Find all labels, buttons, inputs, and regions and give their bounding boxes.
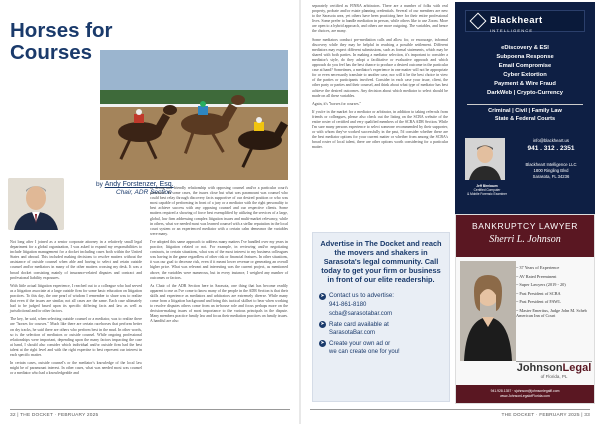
logo-accent: Legal: [562, 362, 592, 374]
blackheart-address: 1800 Ringling Blvd: [533, 168, 569, 173]
docket-advertise-ad[interactable]: [312, 232, 450, 402]
service-item: DarkWeb | Crypto-Currency: [487, 90, 563, 96]
bankruptcy-ad-header: [456, 215, 594, 257]
examiner-title: & Mobile Forensic Examiner: [467, 192, 507, 196]
blackheart-contact: [513, 138, 589, 180]
blackheart-divider: [467, 104, 583, 105]
paragraph: As Chair of the ADR Section here in Sarasota, one thing that has become readily apparent to me as I've come to know many of the people in the ADR Section is that their skills and experience as mediators and arbitrators are extremely diverse. While many come from a litigation background and bring this tactical skillset to bear when working to resolve disputes others come from an in-house role and focus perhaps more on the decision-making issues of most importance to the various principals in the dispute. Many members practice family law and focus their mediation practices on family issues. A handful are also: [150, 283, 288, 324]
credential-item: ~ Super Lawyers (2019 - 20): [516, 282, 566, 287]
docket-ad-text: Contact us to advertise:: [329, 292, 395, 299]
page-footer-right: THE DOCKET · FEBRUARY 2025 | 33: [501, 413, 590, 418]
blackheart-city: Sarasota, FL 34236: [532, 174, 570, 179]
horse-race-photo: [100, 50, 288, 180]
blackheart-logo: [465, 10, 585, 32]
article-title: Horses for Courses: [10, 19, 113, 64]
bankruptcy-contact[interactable]: 941.928.1357 · sjohnson@johnsonlegalfl.com: [490, 389, 560, 393]
docket-ad-list: [319, 292, 443, 357]
credentials-list: [516, 265, 594, 322]
credential-item: ~ Past President of FAWL: [516, 299, 561, 304]
paragraph: The key, he said, when selecting outside counsel or a mediator, was to realize there are "horses for courses." Much like there are certain racehorses that perform better on dry tracks, he said there are others who perform best in the mud. In other words, so is the selection of mediators or outside counsel. While ongoing professional relationships were important, depending upon the many factors impacting the case at hand, I should also consider which individual and/or outside firm had the best talent at the right level and with the right expertise to best represent our interest in each specific matter.: [10, 317, 142, 357]
blackheart-caption: [463, 184, 511, 196]
paragraph: Again, it's "horses for courses.": [312, 101, 362, 106]
author-headshot: [8, 178, 64, 230]
blackheart-portrait: [465, 138, 505, 180]
service-item: eDiscovery & ESI: [501, 45, 549, 51]
article-column-1: [10, 240, 142, 379]
author-portrait: [8, 178, 64, 230]
blackheart-email[interactable]: info@blackheart.us: [533, 138, 569, 143]
lawyer-portrait: [460, 261, 516, 361]
docket-ad-item: [319, 321, 443, 329]
credential-item: ~ Past President of SCBA: [516, 290, 561, 296]
docket-ad-text: we can create one for you!: [329, 349, 400, 355]
paragraph: or strong and friendly relationship with opposing counsel and/or a particular court's personnel. In some cases, the issues close but what was paramount was counsel who could best relay through discovery facts supportive of our desired position or who was most capable of performing in front of a jury or a mediator with the right personality to best achieve success with any opposing counsel and our respective clients. Some matters required a showing of force best exemplified by utilizing the services of a large, global, law firm addressing complex litigation issues and multi-market relevancy, while in others, what we needed most was learned counsel with a stellar reputation in the local court system or an experienced mediator with a certain calm demeanor the variables were many.: [150, 186, 288, 236]
docket-ad-item: [319, 292, 443, 300]
service-item: Email Compromise: [498, 63, 552, 69]
examiner-portrait: [465, 138, 505, 180]
bankruptcy-heading: BANKRUPTCY LAWYER: [471, 221, 579, 231]
author-name-link[interactable]: Andy Forstenzer, Esq.: [104, 181, 174, 188]
paragraph: With little actual litigation experience, I reached out to a colleague who had served as a litigation associate at a large outside firm for some basic education on litigation practices. To this day, the one pearl of wisdom I remember to share was to realize that even if the issues are similar, not all cases are the same. Each case ultimately had to be judged based upon its specific differing facts and law as well as jurisdictional and/or other factors.: [10, 283, 142, 314]
service-item: Payment & Wire Fraud: [494, 81, 556, 87]
paragraph: I've adopted this same approach to address many matters I've handled over my years in practice, litigation related or not. For example, in reviewing and/or negotiating contracts, in certain situations, what was of the most interest to my business colleagues was having in the game regardless of other risk or financial features. In other situations, it was our goal to decrease risk, even if it meant lower revenue or generating an overall higher price. What was relevant and interesting was the current project, as mentioned above, the variables were numerous, but in every instance, I weighed any number of outcomes or factors.: [150, 239, 288, 280]
lawyer-photo: [460, 261, 516, 361]
bankruptcy-lawyer-ad[interactable]: [455, 214, 595, 404]
docket-ad-text: Create your own ad or: [329, 339, 391, 347]
footer-divider: [10, 409, 290, 410]
blackheart-practice-areas: [455, 107, 595, 123]
article-column-3: [312, 4, 448, 154]
service-item: Cyber Extortion: [503, 72, 547, 78]
bankruptcy-website[interactable]: www.JohnsonLegalofFlorida.com: [500, 393, 550, 398]
docket-ad-email[interactable]: scba@sarasotabar.com: [329, 311, 393, 317]
byline-prefix: by: [96, 181, 103, 188]
paragraph: Some mediators conduct pre-mediation calls and allow for, or encourage, informal discovery while they may be helpful in reaching a possible settlement. Different mediators may expect different submissions, such as formal statements, which may be shared with both parties. In making a mediator selection, it's important to consider a mediator's style, do they adopt a facilitative or evaluative approach and which approach do you feel has the best chance to produce a desired outcome in the particular case at hand? Sometimes, a mediator's experience in one matter will not be appropriate for or even necessarily translate to another case, nor will it be the best choice in view of the parties or participants involved. Consider in each case your issue, client, the other party or parties and their counsel, and think about what type of mediator has best achieve the desired outcomes. Any decision about which mediator to select should be made on all these variables.: [312, 37, 449, 98]
docket-ad-phone[interactable]: 941-861-8180: [329, 301, 367, 308]
arrow-right-icon: ➤: [320, 340, 325, 346]
article-column-2: [150, 186, 288, 327]
docket-ad-item: [319, 340, 443, 348]
service-item: Subpoena Response: [496, 54, 554, 60]
blackheart-intelligence-ad[interactable]: [455, 2, 595, 214]
page-footer-left: 32 | THE DOCKET · FEBRUARY 2025: [10, 413, 99, 418]
blackheart-company: Blackheart Intelligence LLC: [525, 162, 577, 167]
blackheart-services: [455, 44, 595, 98]
logo-sub: of Florida, PL: [540, 374, 568, 379]
docket-ad-website[interactable]: SarasotaBar.com: [329, 330, 376, 336]
right-page: [300, 0, 600, 424]
examiner-name: Jeff Birnbaum: [476, 184, 498, 188]
bankruptcy-ad-footer: [456, 385, 594, 403]
paragraph: Not long after I joined as a senior corporate attorney in a relatively small legal department for a global organization, I was asked to expand my responsibilities to include litigation management for a docket including cases both within the United States and abroad. This included making decisions to resolve matters without the assistance of outside counsel when able and having to select and retain outside counsel and/or mediators in many of the other matters crossing my desk. It was a broad docket consisting mainly of insurance-related disputes and contract and professional liability exposures.: [10, 240, 142, 280]
examiner-title: Certified Computer: [473, 188, 501, 192]
paragraph: In certain cases, outside counsel's or the mediator's knowledge of the local law might be of paramount interest. In other cases, what was needed most was counsel or a mediator who had a knowledgeable and: [10, 361, 142, 376]
practice-line: State & Federal Courts: [494, 116, 556, 122]
logo-main: Johnson: [516, 362, 563, 374]
johnson-legal-logo: [516, 361, 592, 383]
blackheart-subtitle: INTELLIGENCE: [490, 27, 534, 33]
blackheart-name: Blackheart: [490, 14, 543, 26]
lawyer-name: Sherri L. Johnson: [489, 234, 561, 245]
blackheart-phone[interactable]: 941 . 312 . 2351: [527, 145, 575, 152]
arrow-right-icon: ➤: [320, 321, 325, 327]
practice-line: Criminal | Civil | Family Law: [488, 108, 562, 114]
diamond-logo-icon: [470, 13, 487, 30]
footer-divider: [310, 409, 590, 410]
paragraph: separately certified as FINRA arbitrators. There are a number of folks with real property, probate and/or estate planning credentials. Several of our members are new to the Sarasota area, yet others have been practicing here for their entire professional lives. Some prefer to handle mediation in person, while others like to use Zoom. More are open to a hybrid approach, and others are more outgoing. The variables, and hence the choices, are many.: [312, 4, 448, 34]
credential-item: ~ AV Rated Preeminent: [516, 273, 557, 279]
credential-item: ~ Master Emeritus, Judge John M. Scheb American Inn of Court: [516, 307, 587, 318]
arrow-right-icon: ➤: [320, 292, 325, 299]
credential-item: ~ 37 Years of Experience: [516, 265, 560, 270]
horse-race-illustration: [100, 50, 288, 180]
paragraph: If you're in the market for a mediator or arbitrator, in addition to taking referrals from friends or colleagues, please also check out the listing on the SCBA website of the entire roster of certified and very qualified members of the SCBA ADR Section. While I'm sure many persons experience to select someone recommended by their supporter, or with whom they've worked successfully in the past, I'd consider whether these are the best mediator options for your current matter or whether from among the SCBA's broad roster of local talent, there are other options worth considering for a particular matter.: [312, 109, 448, 150]
author-role: Chair, ADR Section: [116, 189, 172, 196]
docket-ad-headline: Advertise in The Docket and reach the movers and shakers in Sarasota's legal community. Call today to get your firm or business in front of our elite readership.: [320, 239, 442, 284]
docket-ad-text: Rate card available at: [329, 320, 389, 328]
